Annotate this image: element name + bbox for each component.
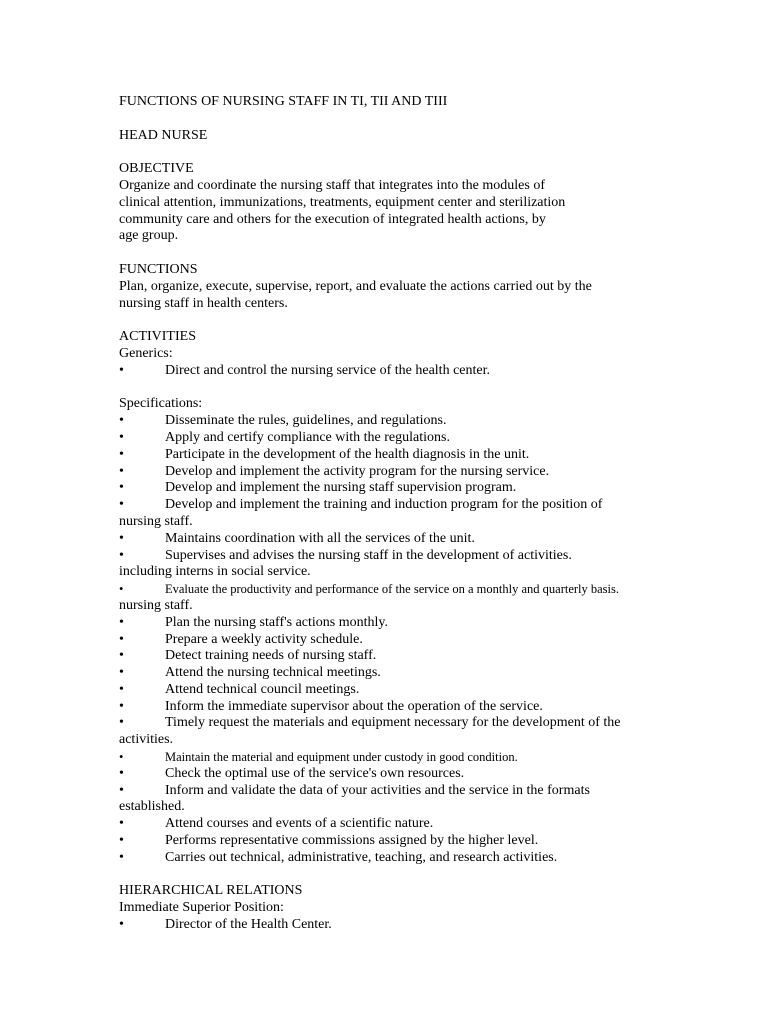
- list-item-text: Plan the nursing staff's actions monthly.: [165, 614, 389, 630]
- list-item-text: Check the optimal use of the service's own resources.: [165, 765, 465, 781]
- list-item-text: Attend technical council meetings.: [165, 681, 360, 697]
- list-item-text: Performs representative commissions assigned by the higher level.: [165, 833, 539, 849]
- list-item: [119, 665, 679, 682]
- role-heading: HEAD NURSE: [119, 127, 208, 143]
- list-item: [119, 632, 679, 649]
- bullet-icon: •: [119, 480, 124, 496]
- list-item: [119, 497, 679, 514]
- list-item-text: Develop and implement the training and induction program for the position of: [165, 497, 603, 513]
- bullet-icon: •: [119, 429, 124, 445]
- bullet-icon: •: [119, 582, 124, 597]
- bullet-icon: •: [119, 497, 124, 513]
- bullet-icon: •: [119, 917, 124, 933]
- objective-line: clinical attention, immunizations, treatments, equipment center and sterilization: [119, 194, 566, 210]
- list-item-text: Apply and certify compliance with the regulations.: [165, 429, 450, 445]
- bullet-icon: •: [119, 530, 124, 546]
- hierarchical-relations-section: [119, 883, 679, 933]
- list-item: [119, 699, 679, 716]
- list-item: [119, 464, 679, 481]
- list-item: [119, 430, 679, 447]
- list-item-continuation: nursing staff.: [119, 513, 193, 529]
- specifications-list: [119, 413, 679, 867]
- list-item: [119, 648, 679, 665]
- document-body: [119, 94, 679, 934]
- list-item-text: Participate in the development of the health diagnosis in the unit.: [165, 446, 530, 462]
- list-item-text: Carries out technical, administrative, teaching, and research activities.: [165, 849, 558, 865]
- list-item: [119, 715, 679, 732]
- list-item: [119, 917, 679, 934]
- functions-heading: FUNCTIONS: [119, 261, 198, 277]
- document-title: FUNCTIONS OF NURSING STAFF IN TI, TII AND TIII: [119, 94, 448, 109]
- list-item-text: Attend courses and events of a scientific nature.: [165, 816, 434, 832]
- hierarchical-relations-heading: HIERARCHICAL RELATIONS: [119, 883, 303, 899]
- list-item: [119, 850, 679, 867]
- activities-heading: ACTIVITIES: [119, 329, 196, 345]
- list-item-text: Maintains coordination with all the services of the unit.: [165, 530, 475, 546]
- list-item: [119, 615, 679, 632]
- functions-line: Plan, organize, execute, supervise, report, and evaluate the actions carried out by the: [119, 278, 592, 294]
- superior-label: Immediate Superior Position:: [119, 900, 284, 916]
- list-item: [119, 447, 679, 464]
- list-item-text: Supervises and advises the nursing staff in the development of activities.: [165, 547, 572, 563]
- list-item-text: Prepare a weekly activity schedule.: [165, 631, 363, 647]
- bullet-icon: •: [119, 698, 124, 714]
- objective-section: [119, 161, 679, 245]
- bullet-icon: •: [119, 782, 124, 798]
- list-item-continuation: including interns in social service.: [119, 564, 311, 580]
- list-item: [119, 480, 679, 497]
- bullet-icon: •: [119, 446, 124, 462]
- list-item-text: Inform and validate the data of your activities and the service in the formats: [165, 782, 590, 798]
- list-item: [119, 548, 679, 565]
- objective-line: Organize and coordinate the nursing staff that integrates into the modules of: [119, 177, 545, 193]
- list-item-text: Maintain the material and equipment under custody in good condition.: [165, 750, 518, 765]
- list-item: [119, 682, 679, 699]
- bullet-icon: •: [119, 413, 124, 429]
- activities-section: [119, 329, 679, 867]
- list-item: [119, 363, 679, 380]
- generics-label: Generics:: [119, 345, 173, 361]
- objective-line: community care and others for the execution of integrated health actions, by: [119, 211, 546, 227]
- bullet-icon: •: [119, 463, 124, 479]
- list-item-text: Director of the Health Center.: [165, 917, 332, 933]
- bullet-icon: •: [119, 681, 124, 697]
- bullet-icon: •: [119, 765, 124, 781]
- list-item: [119, 531, 679, 548]
- list-item: [119, 783, 679, 800]
- objective-heading: OBJECTIVE: [119, 161, 194, 177]
- bullet-icon: •: [119, 715, 124, 731]
- list-item: [119, 749, 679, 766]
- bullet-icon: •: [119, 816, 124, 832]
- bullet-icon: •: [119, 547, 124, 563]
- specifications-label: Specifications:: [119, 396, 203, 412]
- functions-line: nursing staff in health centers.: [119, 295, 288, 311]
- list-item-text: Attend the nursing technical meetings.: [165, 665, 381, 681]
- bullet-icon: •: [119, 362, 124, 378]
- objective-line: age group.: [119, 228, 179, 244]
- list-item-text: Evaluate the productivity and performance of the service on a monthly and quarterly basis.: [165, 582, 620, 597]
- list-item-text: Direct and control the nursing service of the health center.: [165, 362, 490, 378]
- bullet-icon: •: [119, 648, 124, 664]
- list-item-continuation: established.: [119, 799, 185, 815]
- bullet-icon: •: [119, 849, 124, 865]
- list-item: [119, 413, 679, 430]
- list-item-text: Disseminate the rules, guidelines, and regulations.: [165, 413, 447, 429]
- list-item-text: Inform the immediate supervisor about the operation of the service.: [165, 698, 543, 714]
- bullet-icon: •: [119, 631, 124, 647]
- list-item-text: Develop and implement the nursing staff supervision program.: [165, 480, 517, 496]
- list-item-text: Timely request the materials and equipment necessary for the development of the: [165, 715, 621, 731]
- list-item-continuation: activities.: [119, 732, 174, 748]
- list-item: [119, 581, 679, 598]
- bullet-icon: •: [119, 833, 124, 849]
- list-item: [119, 816, 679, 833]
- list-item-continuation: nursing staff.: [119, 597, 193, 613]
- list-item: [119, 833, 679, 850]
- list-item: [119, 766, 679, 783]
- list-item-text: Develop and implement the activity program for the nursing service.: [165, 463, 550, 479]
- bullet-icon: •: [119, 665, 124, 681]
- functions-section: [119, 262, 679, 312]
- list-item-text: Detect training needs of nursing staff.: [165, 648, 377, 664]
- bullet-icon: •: [119, 614, 124, 630]
- bullet-icon: •: [119, 750, 124, 765]
